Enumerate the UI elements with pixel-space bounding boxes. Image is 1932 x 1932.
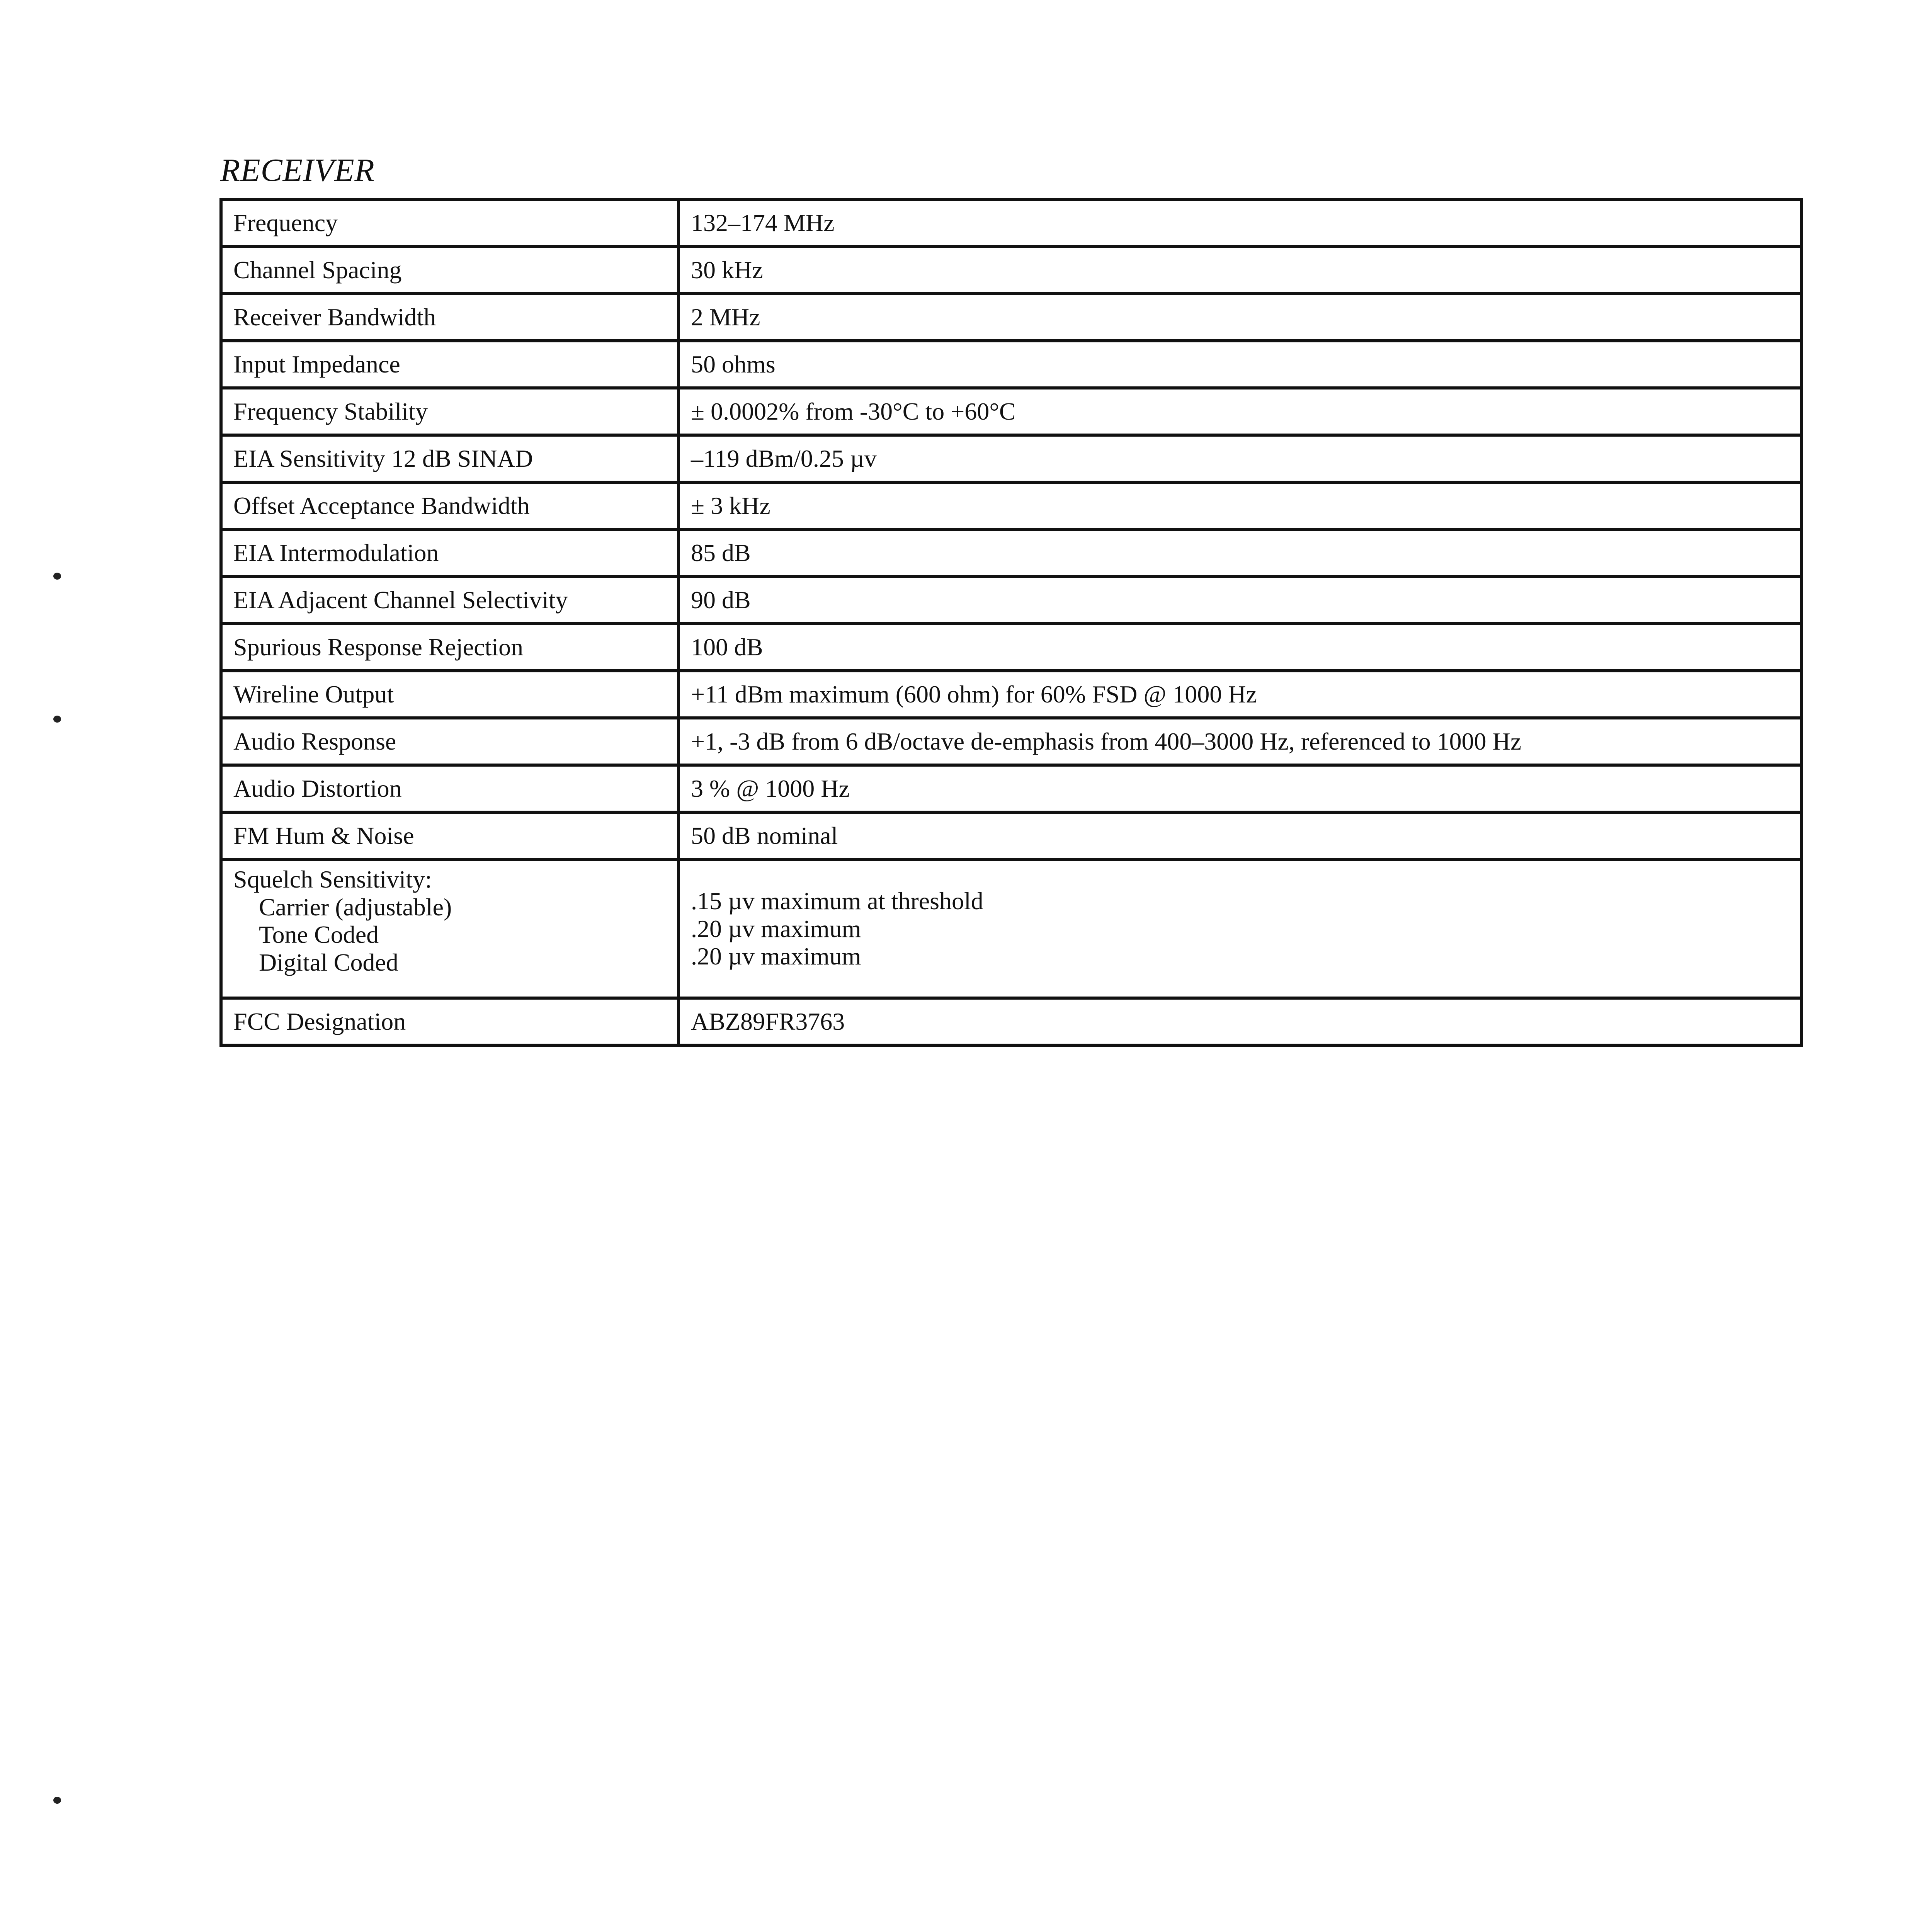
scan-mark (53, 716, 61, 723)
row-label: Receiver Bandwidth (221, 294, 679, 341)
scan-mark (53, 573, 61, 580)
squelch-sub-label: Digital Coded (259, 949, 398, 976)
table-row (221, 388, 1801, 435)
row-label: Audio Response (221, 718, 679, 765)
row-label: EIA Adjacent Channel Selectivity (221, 577, 679, 624)
row-value: 132–174 MHz (679, 199, 1801, 247)
squelch-value: .20 µv maximum (691, 915, 861, 942)
row-label: Audio Distortion (221, 765, 679, 812)
row-label: Frequency (221, 199, 679, 247)
table-row (221, 765, 1801, 812)
table-row (221, 812, 1801, 859)
table-row (221, 671, 1801, 718)
row-value: 3 % @ 1000 Hz (679, 765, 1801, 812)
row-value: ABZ89FR3763 (679, 998, 1801, 1045)
row-value: 2 MHz (679, 294, 1801, 341)
table-row (221, 294, 1801, 341)
row-value: 50 ohms (679, 341, 1801, 388)
receiver-spec-table (219, 198, 1803, 1047)
row-label: Wireline Output (221, 671, 679, 718)
row-value: 50 dB nominal (679, 812, 1801, 859)
row-label: EIA Sensitivity 12 dB SINAD (221, 435, 679, 482)
table-row (221, 624, 1801, 671)
squelch-heading: Squelch Sensitivity: (233, 866, 432, 893)
row-value: ± 0.0002% from -30°C to +60°C (679, 388, 1801, 435)
section-title: RECEIVER (220, 152, 375, 188)
scan-mark (53, 1797, 61, 1804)
table-row (221, 482, 1801, 529)
spacer (233, 976, 666, 992)
row-value: ± 3 kHz (679, 482, 1801, 529)
row-label: EIA Intermodulation (221, 529, 679, 577)
row-value: 30 kHz (679, 247, 1801, 294)
squelch-value: .15 µv maximum at threshold (691, 887, 983, 915)
table-row (221, 577, 1801, 624)
row-value: +1, -3 dB from 6 dB/octave de-emphasis from 400–3000 Hz, referenced to 1000 Hz (679, 718, 1801, 765)
table-row (221, 199, 1801, 247)
squelch-label-cell (221, 859, 679, 998)
row-label: FM Hum & Noise (221, 812, 679, 859)
row-value: 85 dB (679, 529, 1801, 577)
row-label: Spurious Response Rejection (221, 624, 679, 671)
row-label: Frequency Stability (221, 388, 679, 435)
squelch-sub-label: Carrier (adjustable) (259, 893, 452, 921)
squelch-value: .20 µv maximum (691, 942, 861, 970)
table-row (221, 998, 1801, 1045)
row-label: Channel Spacing (221, 247, 679, 294)
table-row (221, 529, 1801, 577)
row-value: 90 dB (679, 577, 1801, 624)
row-value: 100 dB (679, 624, 1801, 671)
row-value: –119 dBm/0.25 µv (679, 435, 1801, 482)
table-row (221, 341, 1801, 388)
row-label: Input Impedance (221, 341, 679, 388)
table-row (221, 247, 1801, 294)
squelch-value-cell (679, 859, 1801, 998)
row-value: +11 dBm maximum (600 ohm) for 60% FSD @ 1000 Hz (679, 671, 1801, 718)
squelch-sub-label: Tone Coded (259, 921, 379, 949)
row-label: Offset Acceptance Bandwidth (221, 482, 679, 529)
squelch-row (221, 859, 1801, 998)
row-label: FCC Designation (221, 998, 679, 1045)
table-row (221, 435, 1801, 482)
table-row (221, 718, 1801, 765)
